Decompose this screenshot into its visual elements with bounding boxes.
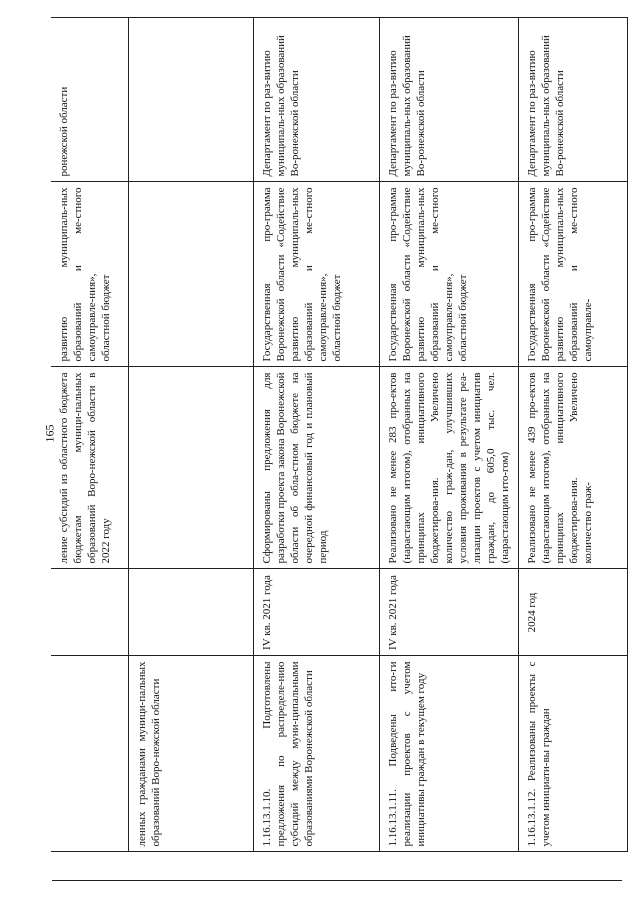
margin-column bbox=[51, 852, 627, 876]
program-line: областной бюджет bbox=[100, 274, 112, 362]
plan-table bbox=[51, 18, 628, 877]
table-row bbox=[128, 18, 253, 876]
table-row bbox=[518, 18, 627, 876]
program-line: областной бюджет bbox=[330, 274, 343, 362]
cell-program bbox=[128, 182, 253, 367]
page-number: 165 bbox=[42, 424, 57, 443]
cell-program bbox=[518, 182, 627, 367]
cell-result: ление субсидий из областного бюджета бюджетам муници-пальных образований Воро-нежской области в 2022 году bbox=[51, 367, 128, 569]
program-line: Государственная про-грамма Воронежской области «Содействие развитию муниципаль-ных образований и ме-стного самоуправле-ния», bbox=[386, 187, 455, 362]
cell-term: IV кв. 2021 года bbox=[253, 569, 379, 656]
cell-term bbox=[51, 569, 128, 656]
cell-program bbox=[379, 182, 518, 367]
cell-result bbox=[128, 367, 253, 569]
cell-program bbox=[253, 182, 379, 367]
cell-executor: Департамент по раз-витию муниципаль-ных образований Во-ронежской области bbox=[253, 18, 379, 182]
cell-executor: Департамент по раз-витию муниципаль-ных образований Во-ронежской области bbox=[379, 18, 518, 182]
cell-name: 1.16.13.1.11. Подведены ито-ги реализации проектов с учетом инициативы граждан в текущем году bbox=[379, 656, 518, 852]
cell-executor: ронежской области bbox=[51, 18, 128, 182]
cell-term: 2024 год bbox=[518, 569, 627, 656]
cell-name bbox=[51, 656, 128, 852]
cell-name: ленных гражданами муници-пальных образований Воро-нежской области bbox=[128, 656, 253, 852]
table-row bbox=[51, 18, 128, 876]
cell-program bbox=[51, 182, 128, 367]
cell-name: 1.16.13.1.12. Реализованы проекты с учетом инициати-вы граждан bbox=[518, 656, 627, 852]
table-row bbox=[253, 18, 379, 876]
cell-result: Реализовано не менее 439 про-ектов (нарастающим итогом), отобранных на принципах инициативного бюджетирова-ния. Увеличено количество граж- bbox=[518, 367, 627, 569]
cell-executor bbox=[128, 18, 253, 182]
program-line: областной бюджет bbox=[456, 274, 469, 362]
cell-result: Реализовано не менее 283 про-ектов (нарастающим итогом), отобранных на принципах инициативного бюджетирова-ния. Увеличено количество граж-дан, улучшивших условия проживания в результате реа-лизации проектов с учетом инициатив граждан, до 605,0 тыс. чел. (нарастающим ито-гом) bbox=[379, 367, 518, 569]
cell-name: 1.16.13.1.10. Подготовлены предложения по распределе-нию субсидий между муни-ципальными образованиями Воронежской области bbox=[253, 656, 379, 852]
rotated-table-container bbox=[51, 18, 618, 876]
program-line: развитию муниципаль-ных образований и ме-стного самоуправле-ния», bbox=[58, 187, 98, 362]
cell-term: IV кв. 2021 года bbox=[379, 569, 518, 656]
cell-executor: Департамент по раз-витию муниципаль-ных образований Во-ронежской области bbox=[518, 18, 627, 182]
cell-term bbox=[128, 569, 253, 656]
program-line: Государственная про-грамма Воронежской области «Содействие развитию муниципаль-ных образований и ме-стного самоуправле- bbox=[525, 187, 594, 362]
program-line: Государственная про-грамма Воронежской области «Содействие развитию муниципаль-ных образований и ме-стного самоуправле-ния», bbox=[260, 187, 329, 362]
cell-result: Сформированы предложения для разработки проекта закона Воронежской области об обла-стном бюджете на очередной финансовый год и плановый период bbox=[253, 367, 379, 569]
table-row bbox=[379, 18, 518, 876]
bottom-rule bbox=[52, 880, 622, 881]
